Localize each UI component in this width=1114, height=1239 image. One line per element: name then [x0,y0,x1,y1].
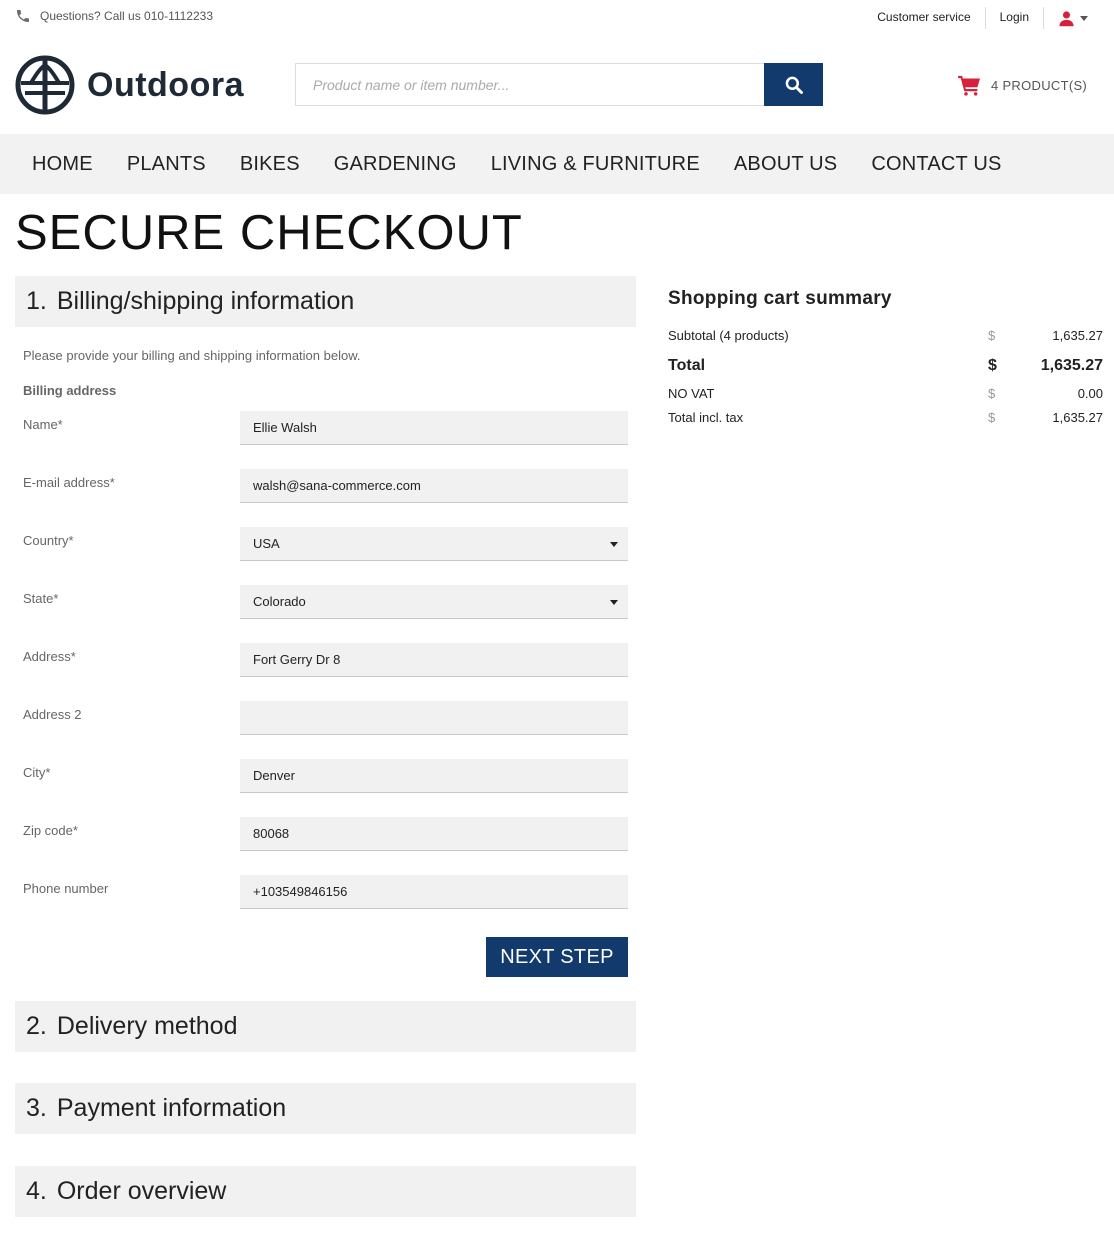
step-number: 3. [26,1094,47,1122]
name-label: Name* [23,417,63,432]
chevron-down-icon [1080,16,1088,21]
summary-amount: 1,635.27 [1052,410,1103,425]
step-number: 2. [26,1012,47,1040]
address-field[interactable] [240,643,628,677]
summary-label: Subtotal (4 products) [668,328,789,343]
main-nav [0,134,1114,194]
dropdown-arrow-icon [610,542,618,547]
nav-item-plants[interactable]: PLANTS [126,152,206,175]
search-input[interactable] [295,63,764,106]
step-label: Payment information [56,1094,287,1122]
summary-total-incl-tax-row [668,410,1103,425]
phone-text: Questions? Call us 010-1112233 [40,9,214,23]
country-value: USA [253,536,280,551]
summary-label: NO VAT [668,386,715,401]
phone-field[interactable] [240,875,628,909]
step-number: 1. [26,287,47,315]
state-value: Colorado [253,594,306,609]
summary-label: Total [668,357,706,374]
cart-icon [958,75,981,96]
state-label: State* [23,591,59,606]
phone-info [15,8,213,24]
cart-summary-title: Shopping cart summary [668,288,892,309]
nav-item-gardening[interactable]: GARDENING [333,152,457,175]
logo-icon [15,55,75,115]
billing-address-heading: Billing address [23,383,117,398]
country-label: Country* [23,533,74,548]
step-delivery-method[interactable] [15,1001,636,1052]
step-label: Delivery method [56,1012,238,1040]
nav-item-contact-us[interactable]: CONTACT US [871,152,1002,175]
logo[interactable] [15,55,244,115]
currency-symbol: $ [988,386,996,401]
search-button[interactable] [764,63,823,106]
step-label: Billing/shipping information [56,287,355,315]
summary-amount: 0.00 [1077,386,1103,401]
top-bar [0,0,1114,34]
summary-subtotal-row [668,328,1103,343]
state-select[interactable] [240,585,628,619]
summary-label: Total incl. tax [668,410,744,425]
logo-text: Outdoora [87,65,244,104]
currency-symbol: $ [988,357,997,374]
address2-field[interactable] [240,701,628,735]
email-field[interactable] [240,469,628,503]
email-label: E-mail address* [23,475,115,490]
nav-item-bikes[interactable]: BIKES [239,152,300,175]
address-label: Address* [23,649,76,664]
zip-label: Zip code* [23,823,78,838]
customer-service-link[interactable]: Customer service [877,10,971,24]
city-label: City* [23,765,51,780]
nav-item-home[interactable]: HOME [32,152,93,175]
step-billing-shipping[interactable] [15,276,636,327]
login-link[interactable]: Login [999,10,1029,24]
form-intro: Please provide your billing and shipping information below. [23,348,361,363]
search-bar [295,63,823,106]
nav-item-about-us[interactable]: ABOUT US [733,152,838,175]
summary-total-row [668,357,1103,375]
user-icon [1058,10,1075,27]
user-menu[interactable] [1044,7,1088,29]
currency-symbol: $ [988,328,996,343]
nav-item-living-furniture[interactable]: LIVING & FURNITURE [490,152,700,175]
step-payment-information[interactable] [15,1083,636,1134]
name-field[interactable] [240,411,628,445]
city-field[interactable] [240,759,628,793]
address2-label: Address 2 [23,707,82,722]
page-title: SECURE CHECKOUT [15,206,523,260]
top-links [863,7,1088,29]
country-select[interactable] [240,527,628,561]
summary-amount: 1,635.27 [1040,357,1103,374]
step-label: Order overview [56,1177,227,1205]
summary-amount: 1,635.27 [1052,328,1103,343]
summary-vat-row [668,386,1103,401]
phone-icon [15,8,31,24]
search-icon [784,75,804,95]
dropdown-arrow-icon [610,600,618,605]
zip-field[interactable] [240,817,628,851]
phone-label: Phone number [23,881,109,896]
next-step-button[interactable]: NEXT STEP [486,937,628,977]
cart-link[interactable] [958,75,1087,96]
step-order-overview[interactable] [15,1166,636,1217]
step-number: 4. [26,1177,47,1205]
currency-symbol: $ [988,410,996,425]
cart-count: 4 PRODUCT(S) [991,78,1088,93]
